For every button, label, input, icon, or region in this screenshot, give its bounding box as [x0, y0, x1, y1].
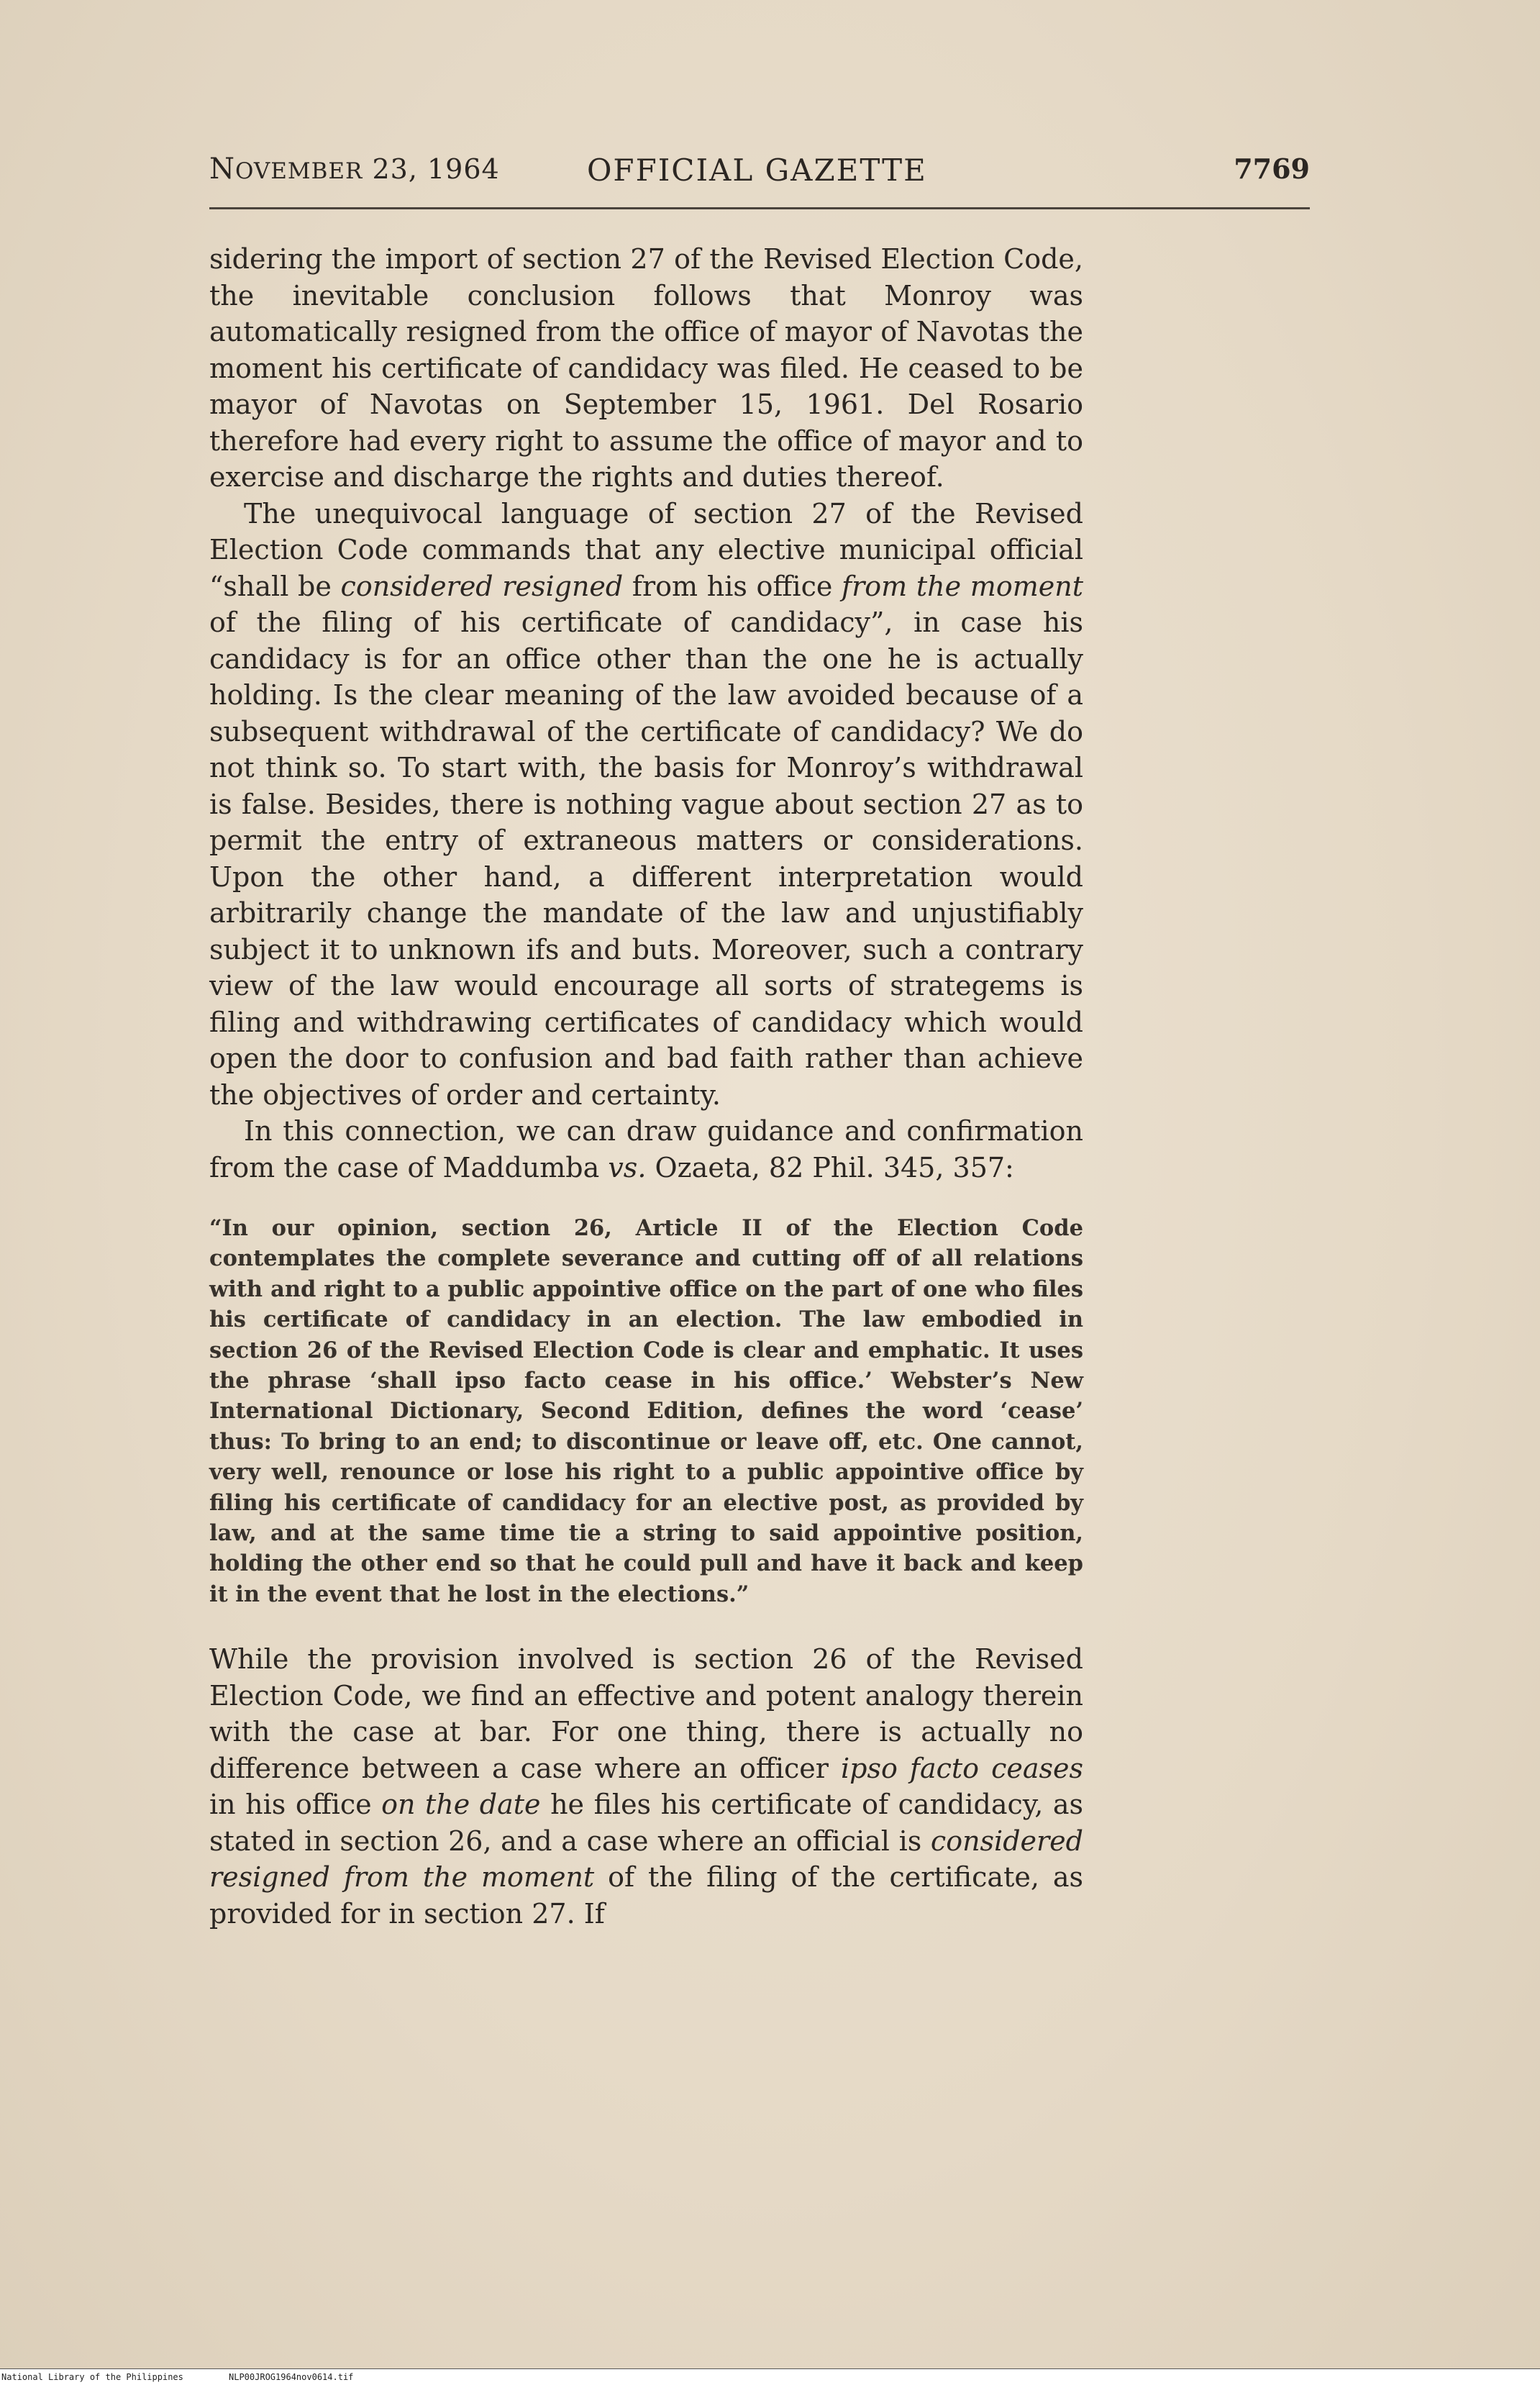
header-rule [209, 207, 1310, 209]
body-column [209, 241, 1083, 1932]
block-quote: “In our opinion, section 26, Article II of the Election Code contemplates the complete severance and cutting off of all relations with and right to a public appointive office on the part of one who files his certificate of candidacy in an election. The law embodied in section 26 of the Revised Election Code is clear and emphatic. It uses the phrase ‘shall ipso facto cease in his office.’ Webster’s New International Dictionary, Second Edition, defines the word ‘cease’ thus: To bring to an end; to discontinue or leave off, etc. One cannot, very well, renounce or lose his right to a public appointive office by filing his certificate of candidacy for an elective post, as provided by law, and at the same time tie a string to said appointive position, holding the other end so that he could pull and have it back and keep it in the event that he lost in the elections.” [209, 1215, 1083, 1607]
footer-library: National Library of the Philippines [1, 2372, 183, 2382]
paragraph-2: The unequivocal language of section 27 of the Revised Election Code commands that any elective municipal official “shall be considered resigned from his office from the moment of the filing of his certificate of candidacy”, in case his candidacy is for an office other than the one he is actually holding. Is the clear meaning of the law avoided because of a subsequent withdrawal of the certificate of candidacy? We do not think so. To start with, the basis for Monroy’s withdrawal is false. Besides, there is nothing vague about section 27 as to permit the entry of extraneous matters or considerations. Upon the other hand, a different interpretation would arbitrarily change the mandate of the law and unjustifiably subject it to unknown ifs and buts. Moreover, such a contrary view of the law would encourage all sorts of strategems is filing and withdrawing certificates of candidacy which would open the door to confusion and bad faith rather than achieve the objectives of order and certainty. [209, 497, 1083, 1111]
running-header [209, 153, 1310, 196]
paragraph-4: While the provision involved is section 26 of the Revised Election Code, we find an effective and potent analogy therein with the case at bar. For one thing, there is actually no difference between a case where an officer ipso facto ceases in his office on the date he files his certificate of candidacy, as stated in section 26, and a case where an official is considered resigned from the moment of the filing of the certificate, as provided for in section 27. If [209, 1643, 1083, 1930]
footer-divider [0, 2368, 1540, 2369]
publication-title: OFFICIAL GAZETTE [587, 153, 927, 188]
scan-footer [0, 2368, 1540, 2385]
footer-filename: NLP00JROG1964nov0614.tif [229, 2372, 354, 2382]
page-number: 7769 [1234, 153, 1310, 185]
paragraph-3: In this connection, we can draw guidance and confirmation from the case of Maddumba vs. Ozaeta, 82 Phil. 345, 357: [209, 1115, 1083, 1184]
paragraph-1: sidering the import of section 27 of the Revised Election Code, the inevitable conclusion follows that Monroy was automatically resigned from the office of mayor of Navotas the moment his certificate of candidacy was filed. He ceased to be mayor of Navotas on September 15, 1961. Del Rosario therefore had every right to assume the office of mayor and to exercise and discharge the rights and duties thereof. [209, 243, 1083, 493]
header-date: NOVEMBER 23, 1964 [209, 153, 500, 186]
